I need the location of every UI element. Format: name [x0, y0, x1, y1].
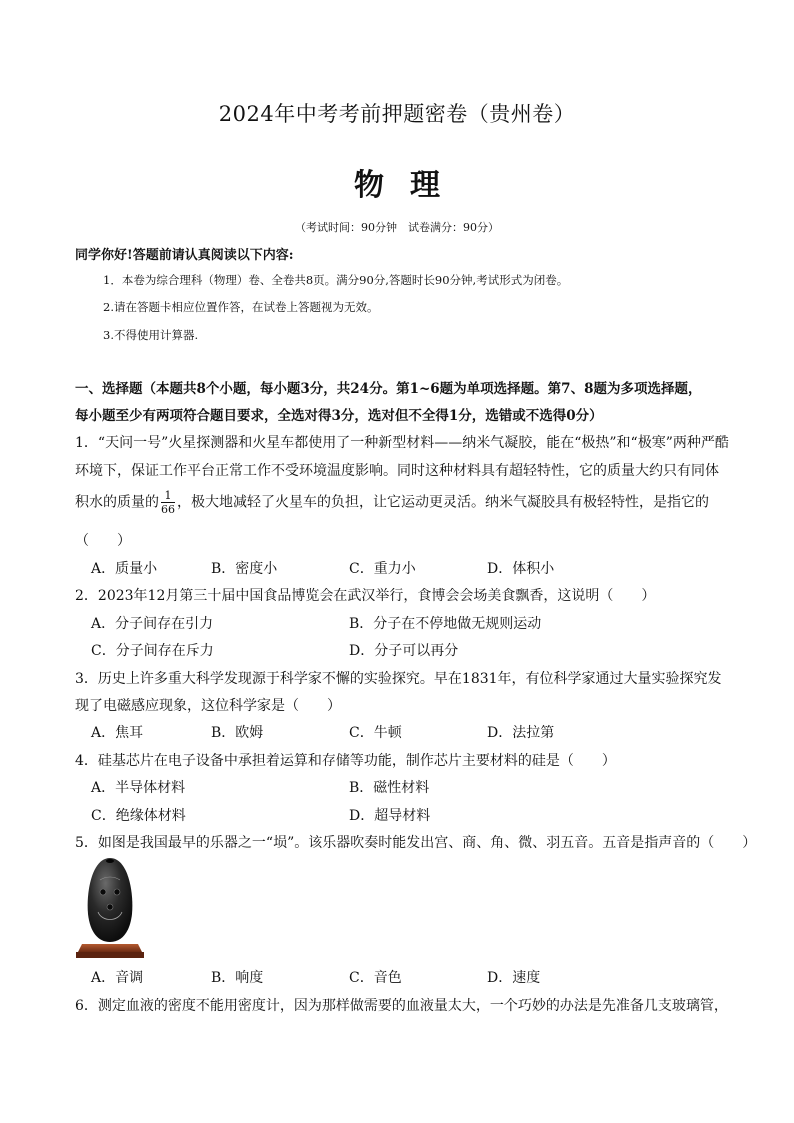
xun-instrument-image [70, 852, 150, 962]
instruction-item-3: 3.不得使用计算器. [103, 328, 199, 342]
q5-option-c[interactable]: C．音色 [349, 970, 402, 986]
section-heading-line-1: 一、选择题（本题共8个小题，每小题3分，共24分。第1~6题为单项选择题。第7、8题为多项选择题， [75, 381, 702, 397]
instruction-item-2: 2.请在答题卡相应位置作答，在试卷上答题视为无效。 [103, 300, 379, 314]
q2-option-c[interactable]: C．分子间存在斥力 [91, 643, 214, 659]
fraction-numerator: 1 [161, 489, 175, 503]
q2-option-a[interactable]: A．分子间存在引力 [91, 616, 214, 632]
q2-stem: 2．2023年12月第三十届中国食品博览会在武汉举行，食博会会场美食飘香，这说明（ ） [75, 588, 656, 604]
q5-stem: 5．如图是我国最早的乐器之一“埙”。该乐器吹奏时能发出宫、商、角、微、羽五音。五音是指声音的（ ） [75, 835, 757, 851]
q1-line-3 [75, 489, 709, 516]
q3-option-c[interactable]: C．牛顿 [349, 725, 402, 741]
q1-option-a[interactable]: A．质量小 [91, 561, 158, 577]
q1-option-c[interactable]: C．重力小 [349, 561, 416, 577]
q1-line-2: 环境下，保证工作平台正常工作不受环境温度影响。同时这种材料具有超轻特性，它的质量大约只有同体 [75, 463, 719, 479]
instructions-notice: 同学你好!答题前请认真阅读以下内容: [75, 248, 294, 263]
fraction-denominator: 66 [161, 503, 175, 516]
exam-info: （考试时间：90分钟 试卷满分：90分） [295, 221, 499, 234]
q3-option-a[interactable]: A．焦耳 [91, 725, 144, 741]
q3-line-1: 3．历史上许多重大科学发现源于科学家不懈的实验探究。早在1831年，有位科学家通过大量实验探究发 [75, 671, 722, 687]
q5-option-d[interactable]: D．速度 [487, 970, 541, 986]
page-title: 2024年中考考前押题密卷（贵州卷） [218, 102, 576, 126]
q1-line-3-before: 积水的质量的 [75, 494, 159, 511]
q3-option-d[interactable]: D．法拉第 [487, 725, 555, 741]
q4-option-d[interactable]: D．超导材料 [349, 808, 431, 824]
q3-line-2: 现了电磁感应现象，这位科学家是（ ） [75, 698, 341, 714]
q4-option-c[interactable]: C．绝缘体材料 [91, 808, 186, 824]
instruction-item-1: 1．本卷为综合理科（物理）卷、全卷共8页。满分90分,答题时长90分钟,考试形式为闭卷。 [103, 273, 569, 287]
q2-option-d[interactable]: D．分子可以再分 [349, 643, 459, 659]
q1-option-b[interactable]: B．密度小 [211, 561, 278, 577]
subject-title: 物理 [354, 168, 466, 203]
q2-option-b[interactable]: B．分子在不停地做无规则运动 [349, 616, 542, 632]
q3-option-b[interactable]: B．欧姆 [211, 725, 264, 741]
q4-option-a[interactable]: A．半导体材料 [91, 780, 186, 796]
q4-stem: 4．硅基芯片在电子设备中承担着运算和存储等功能，制作芯片主要材料的硅是（ ） [75, 753, 616, 769]
q5-option-b[interactable]: B．响度 [211, 970, 264, 986]
q5-option-a[interactable]: A．音调 [91, 970, 144, 986]
q1-line-3-after: ，极大地减轻了火星车的负担，让它运动更灵活。纳米气凝胶具有极轻特性，是指它的 [177, 494, 709, 511]
section-heading-line-2: 每小题至少有两项符合题目要求，全选对得3分，选对但不全得1分，选错或不选得0分） [75, 408, 603, 424]
fraction [161, 489, 175, 516]
q6-stem: 6．测定血液的密度不能用密度计，因为那样做需要的血液量太大，一个巧妙的办法是先准备几支玻璃管， [75, 998, 728, 1014]
q1-option-d[interactable]: D．体积小 [487, 561, 555, 577]
q1-line-1: 1．“天问一号”火星探测器和火星车都使用了一种新型材料——纳米气凝胶，能在“极热”和“极寒”两种严酷 [75, 435, 729, 451]
q4-option-b[interactable]: B．磁性材料 [349, 780, 430, 796]
q1-answer-blank: （ ） [75, 533, 131, 549]
